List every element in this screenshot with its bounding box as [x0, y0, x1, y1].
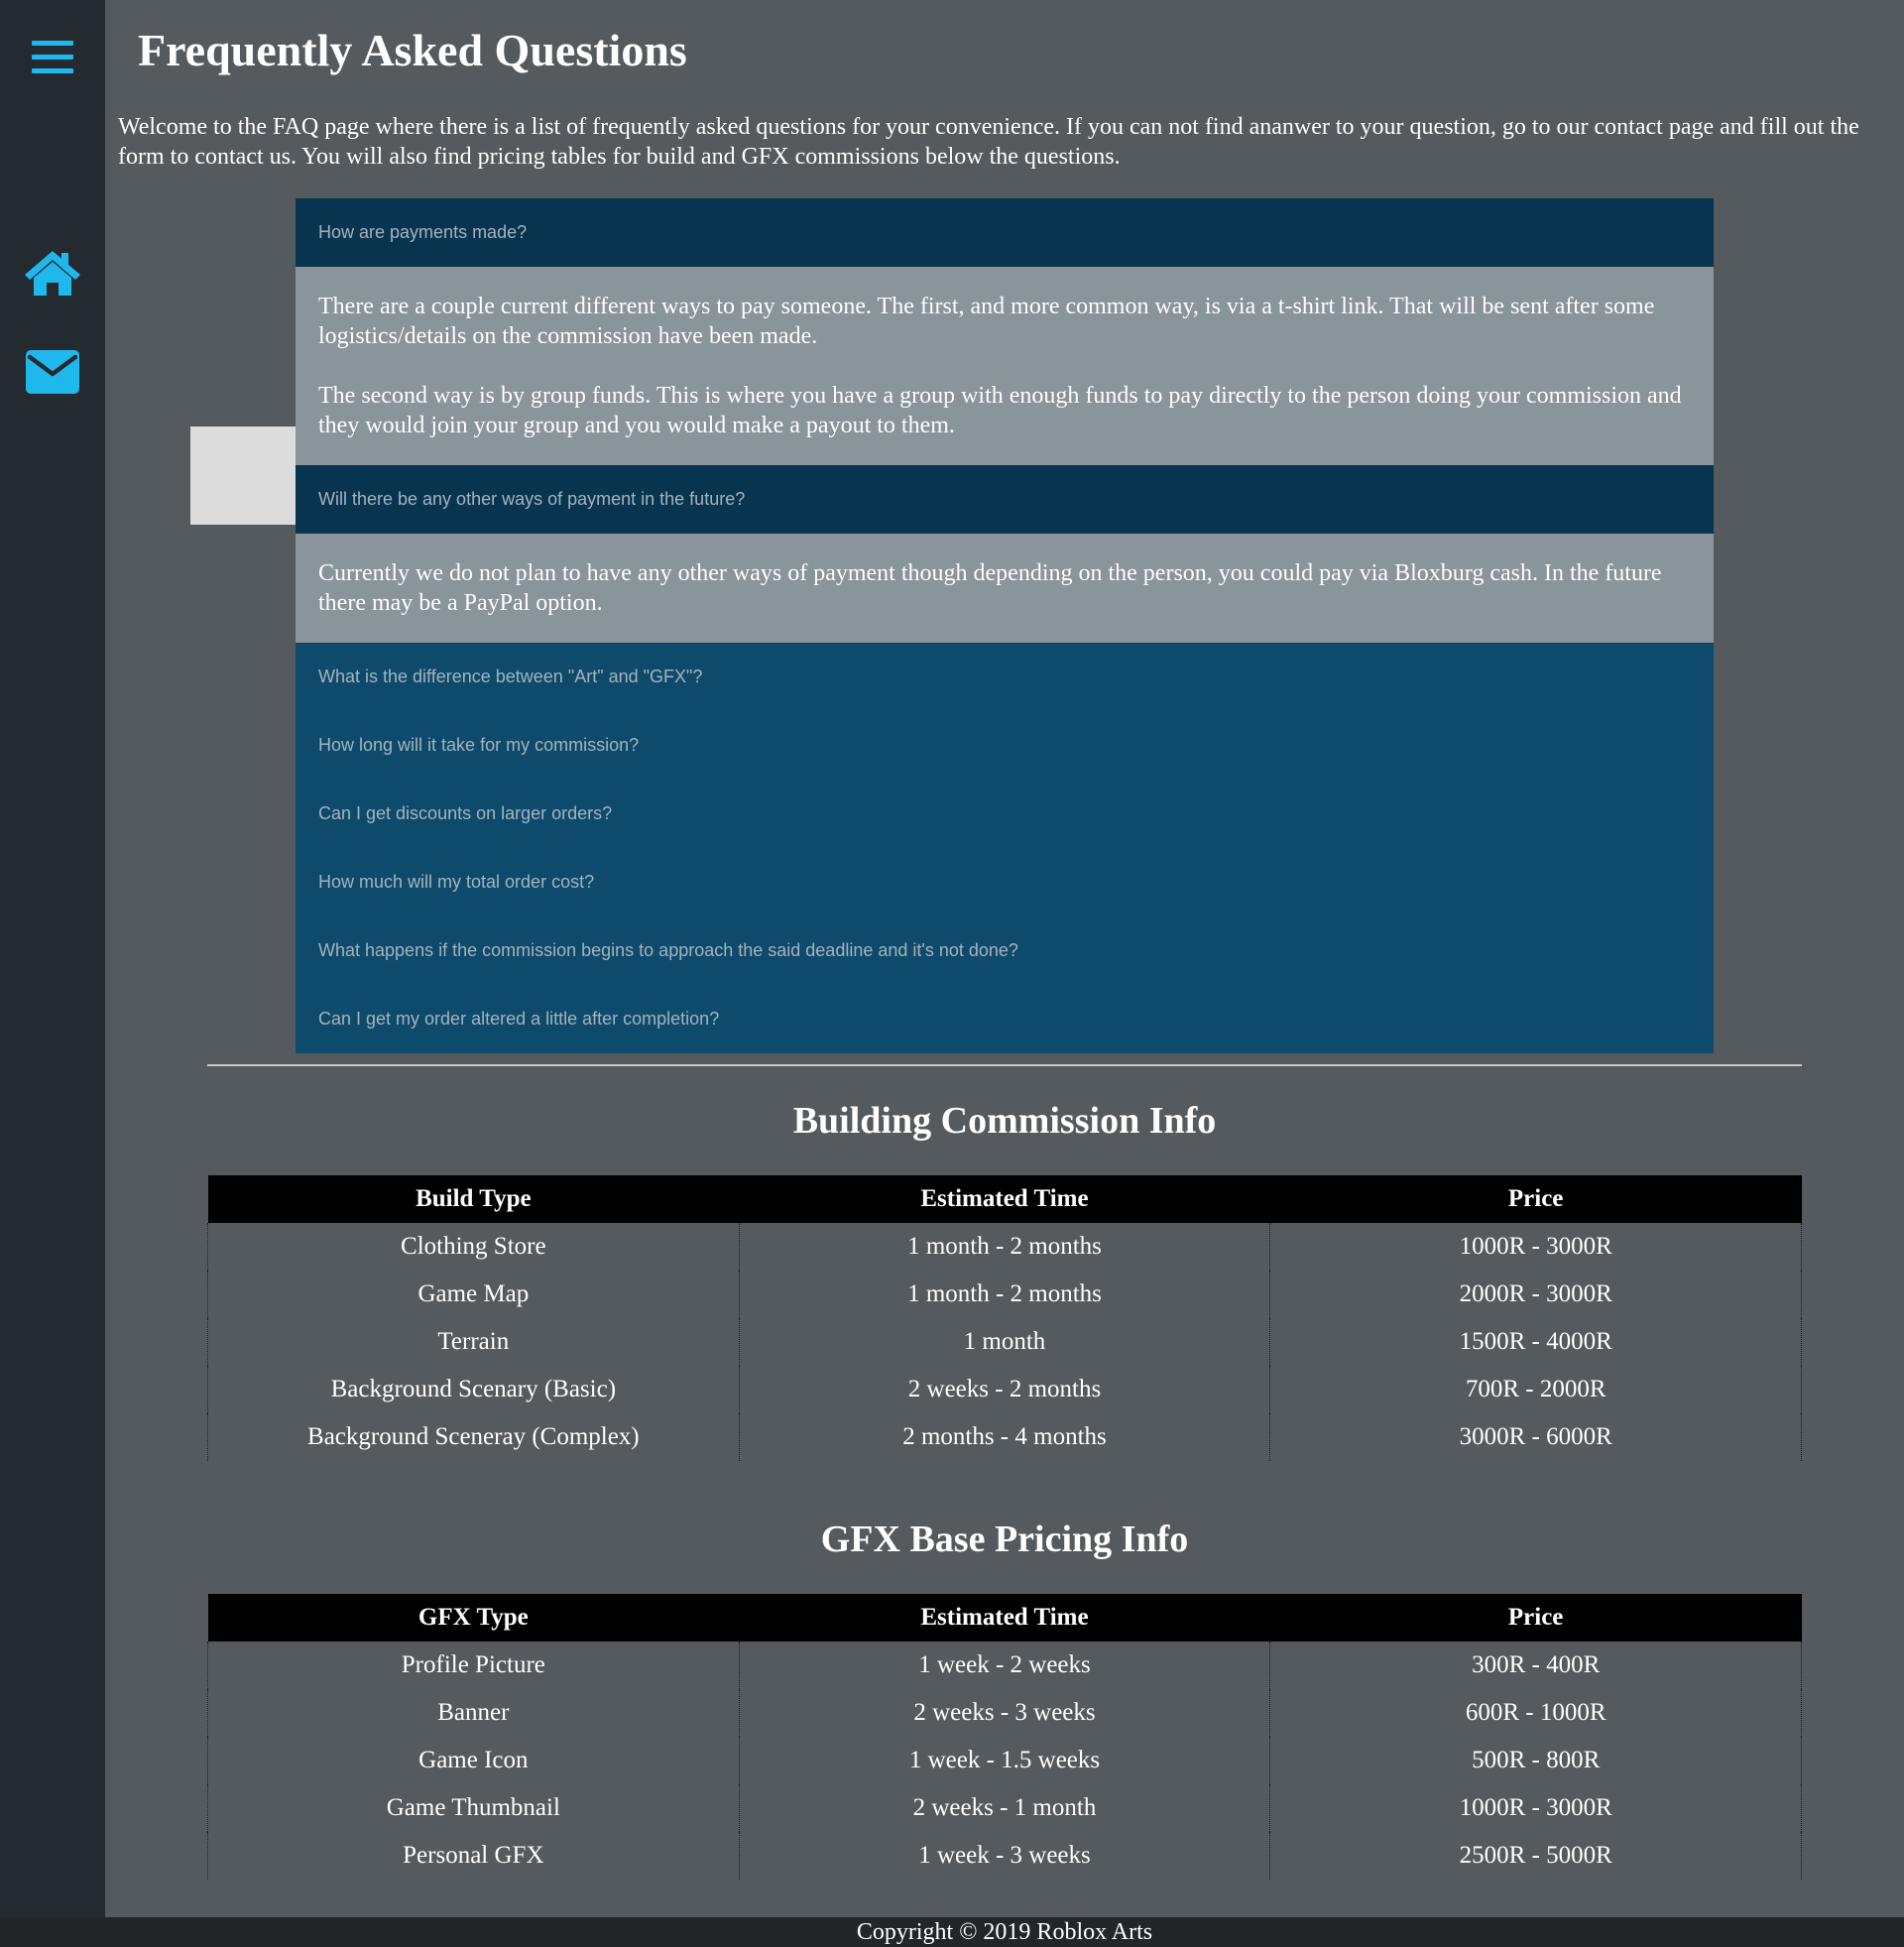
table-header: Estimated Time	[739, 1175, 1270, 1223]
table-row	[208, 1318, 1802, 1366]
table-header: Price	[1270, 1594, 1802, 1642]
table-cell: 700R - 2000R	[1270, 1366, 1802, 1413]
table-cell: 2 weeks - 3 weeks	[739, 1689, 1270, 1737]
table-row	[208, 1689, 1802, 1737]
table-cell: 2500R - 5000R	[1270, 1832, 1802, 1880]
footer	[0, 1917, 1904, 1947]
table-cell: Clothing Store	[208, 1223, 740, 1271]
table-cell: 1 month	[739, 1318, 1270, 1366]
page-title: Frequently Asked Questions	[138, 25, 687, 75]
intro-text: Welcome to the FAQ page where there is a list of frequently asked questions for your convenience. If you can not find ananwer to your question, go to our contact page and fill out the form to contact us. You will also find pricing tables for build and GFX commissions below the questions.	[118, 114, 1859, 170]
table-cell: 1000R - 3000R	[1270, 1784, 1802, 1832]
table-cell: 3000R - 6000R	[1270, 1413, 1802, 1461]
table-cell: 1 month - 2 months	[739, 1223, 1270, 1271]
building-table-title: Building Commission Info	[792, 1100, 1217, 1142]
envelope-icon	[26, 350, 79, 394]
faq-accordion	[296, 198, 1714, 1053]
table-header: GFX Type	[208, 1594, 740, 1642]
table-cell: 300R - 400R	[1270, 1642, 1802, 1689]
table-cell: Profile Picture	[208, 1642, 740, 1689]
faq-question-deadline[interactable]: What happens if the commission begins to approach the said deadline and it's not done?	[296, 916, 1714, 985]
table-cell: Personal GFX	[208, 1832, 740, 1880]
faq-answer-paragraph: Currently we do not plan to have any other ways of payment though depending on the person, you could pay via Bloxburg cash. In the future there may be a PayPal option.	[318, 560, 1662, 616]
faq-answer-paragraph: The second way is by group funds. This is where you have a group with enough funds to pay directly to the person doing your commission and they would join your group and you would make a payout to them.	[318, 383, 1682, 438]
hamburger-icon	[32, 40, 73, 75]
table-row	[208, 1366, 1802, 1413]
table-row	[208, 1784, 1802, 1832]
table-cell: Game Icon	[208, 1737, 740, 1784]
home-icon	[23, 248, 82, 298]
table-cell: 2 months - 4 months	[739, 1413, 1270, 1461]
table-header: Build Type	[208, 1175, 740, 1223]
table-cell: 2 weeks - 2 months	[739, 1366, 1270, 1413]
table-cell: 1 week - 2 weeks	[739, 1642, 1270, 1689]
nav-contact-link[interactable]	[0, 332, 105, 412]
table-cell: Banner	[208, 1689, 740, 1737]
table-header: Estimated Time	[739, 1594, 1270, 1642]
copyright-text: Copyright © 2019 Roblox Arts	[856, 1919, 1153, 1945]
gfx-pricing-table	[207, 1594, 1802, 1880]
table-cell: 2000R - 3000R	[1270, 1271, 1802, 1318]
faq-answer-payments	[296, 267, 1714, 465]
faq-question-alterations[interactable]: Can I get my order altered a little after completion?	[296, 985, 1714, 1053]
building-pricing-table	[207, 1175, 1802, 1461]
table-row	[208, 1271, 1802, 1318]
gfx-table-title: GFX Base Pricing Info	[820, 1519, 1189, 1560]
table-cell: 2 weeks - 1 month	[739, 1784, 1270, 1832]
table-cell: 1 month - 2 months	[739, 1271, 1270, 1318]
faq-answer-paragraph: There are a couple current different ways to pay someone. The first, and more common way, is via a t-shirt link. That will be sent after some logistics/details on the commission have been made.	[318, 294, 1655, 349]
table-cell: Terrain	[208, 1318, 740, 1366]
sidebar	[0, 0, 105, 1917]
faq-question-total-cost[interactable]: How much will my total order cost?	[296, 848, 1714, 916]
faq-question-discounts[interactable]: Can I get discounts on larger orders?	[296, 780, 1714, 848]
table-row	[208, 1642, 1802, 1689]
table-cell: 1500R - 4000R	[1270, 1318, 1802, 1366]
table-cell: 600R - 1000R	[1270, 1689, 1802, 1737]
menu-toggle-button[interactable]	[0, 18, 105, 97]
table-cell: Game Thumbnail	[208, 1784, 740, 1832]
table-cell: 1000R - 3000R	[1270, 1223, 1802, 1271]
table-cell: 1 week - 3 weeks	[739, 1832, 1270, 1880]
table-cell: 1 week - 1.5 weeks	[739, 1737, 1270, 1784]
table-row	[208, 1832, 1802, 1880]
table-cell: Game Map	[208, 1271, 740, 1318]
faq-question-future-payments[interactable]: Will there be any other ways of payment in the future?	[296, 465, 1714, 534]
table-row	[208, 1737, 1802, 1784]
table-row	[208, 1223, 1802, 1271]
faq-question-commission-duration[interactable]: How long will it take for my commission?	[296, 711, 1714, 780]
faq-question-art-vs-gfx[interactable]: What is the difference between "Art" and "GFX"?	[296, 643, 1714, 711]
faq-question-payments[interactable]: How are payments made?	[296, 198, 1714, 267]
table-cell: Background Sceneray (Complex)	[208, 1413, 740, 1461]
faq-answer-future-payments	[296, 534, 1714, 643]
table-cell: 500R - 800R	[1270, 1737, 1802, 1784]
table-cell: Background Scenary (Basic)	[208, 1366, 740, 1413]
section-divider	[207, 1064, 1802, 1066]
table-row	[208, 1413, 1802, 1461]
nav-home-link[interactable]	[0, 233, 105, 312]
table-header: Price	[1270, 1175, 1802, 1223]
